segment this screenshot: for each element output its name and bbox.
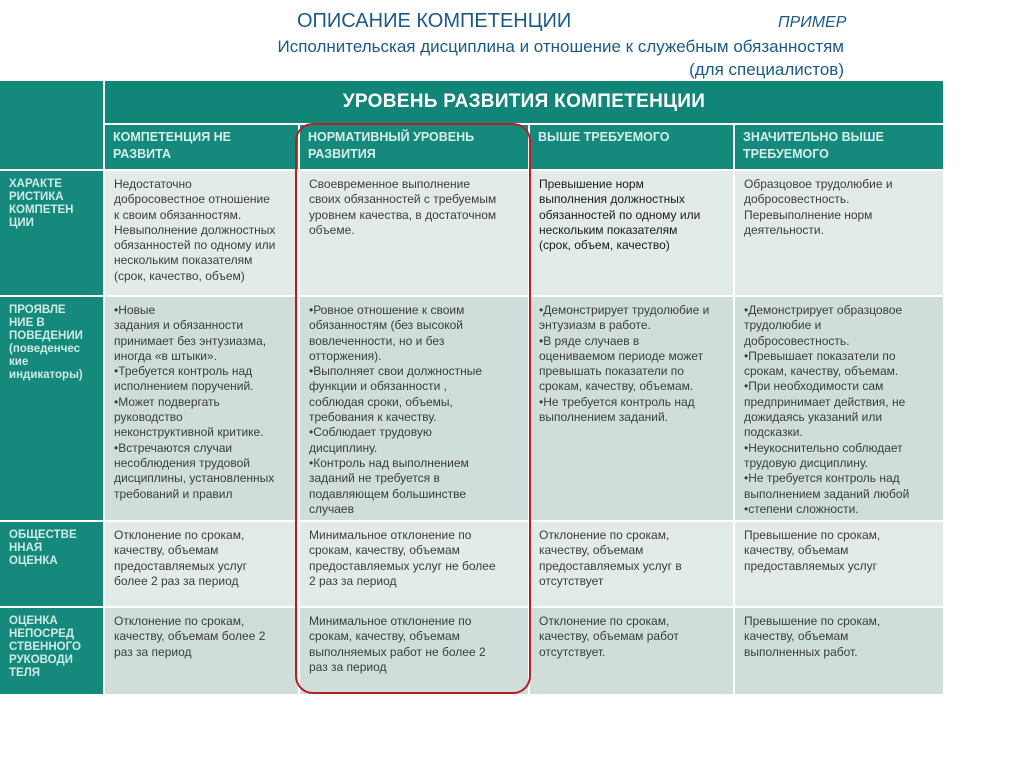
table-cell: Образцовое трудолюбие и добросовестность. Перевыполнение норм деятельности. — [735, 171, 943, 295]
row-header-manager-assessment: ОЦЕНКА НЕПОСРЕД СТВЕННОГО РУКОВОДИ ТЕЛЯ — [0, 608, 103, 694]
table-cell: Отклонение по срокам, качеству, объемам предоставляемых услуг в отсутствует — [530, 522, 733, 606]
table-cell: Отклонение по срокам, качеству, объемам более 2 раз за период — [105, 608, 298, 694]
table-cell: •Ровное отношение к своим обязанностям (без высокой вовлеченности, но и без отторжения). •Выполняет свои должностные функции и обязанности , соблюдая сроки, объемы, требования к качеству. •Соблюдает трудовую дисциплину. •Контроль над выполнением заданий не требуется в подавляющем большинстве случаев — [300, 297, 528, 520]
example-label: ПРИМЕР — [778, 14, 847, 31]
col-header-significantly-above: ЗНАЧИТЕЛЬНО ВЫШЕ ТРЕБУЕМОГО — [735, 125, 943, 169]
table-cell: Своевременное выполнение своих обязанностей с требуемым уровнем качества, в достаточном объеме. — [300, 171, 528, 295]
col-header-above-required: ВЫШЕ ТРЕБУЕМОГО — [530, 125, 733, 169]
row-header-public-assessment: ОБЩЕСТВЕ ННАЯ ОЦЕНКА — [0, 522, 103, 606]
subtitle-line-2: (для специалистов) — [689, 60, 844, 79]
table-cell: Недостаточно добросовестное отношение к своим обязанностям. Невыполнение должностных обязанностей по одному или нескольким показателям (срок, качество, объем) — [105, 171, 298, 295]
table-cell: Превышение норм выполнения должностных обязанностей по одному или нескольким показателям (срок, объем, качество) — [530, 171, 733, 295]
competence-level-band: УРОВЕНЬ РАЗВИТИЯ КОМПЕТЕНЦИИ — [105, 81, 943, 123]
subtitle-line-1: Исполнительская дисциплина и отношение к служебным обязанностям — [277, 37, 844, 56]
col-header-normative: НОРМАТИВНЫЙ УРОВЕНЬ РАЗВИТИЯ — [300, 125, 528, 169]
table-cell: Отклонение по срокам, качеству, объемам предоставляемых услуг более 2 раз за период — [105, 522, 298, 606]
table-cell: Минимальное отклонение по срокам, качеству, объемам выполняемых работ не более 2 раз за период — [300, 608, 528, 694]
table-cell: •Новые задания и обязанности принимает без энтузиазма, иногда «в штыки». •Требуется контроль над исполнением поручений. •Может подвергать руководство неконструктивной критике. •Встречаются случаи несоблюдения трудовой дисциплины, установленных требований и правил — [105, 297, 298, 520]
table-cell: Превышение по срокам, качеству, объемам выполненных работ. — [735, 608, 943, 694]
table-cell: •Демонстрирует трудолюбие и энтузиазм в работе. •В ряде случаев в оцениваемом периоде может превышать показатели по срокам, качеству, объемам. •Не требуется контроль над выполнением заданий. — [530, 297, 733, 520]
table-cell: Отклонение по срокам, качеству, объемам работ отсутствует. — [530, 608, 733, 694]
row-header-behavior: ПРОЯВЛЕ НИЕ В ПОВЕДЕНИИ (поведенчес кие индикаторы) — [0, 297, 103, 520]
table-corner — [0, 81, 103, 169]
row-header-characteristic: ХАРАКТЕ РИСТИКА КОМПЕТЕН ЦИИ — [0, 171, 103, 295]
table-cell: •Демонстрирует образцовое трудолюбие и добросовестность. •Превышает показатели по срокам, качеству, объемам. •При необходимости сам предпринимает действия, не дожидаясь указаний или подсказки. •Неукоснительно соблюдает трудовую дисциплину. •Не требуется контроль над выполнением заданий любой •степени сложности. — [735, 297, 943, 520]
table-cell: Минимальное отклонение по срокам, качеству, объемам предоставляемых услуг не более 2 раз за период — [300, 522, 528, 606]
col-header-not-developed: КОМПЕТЕНЦИЯ НЕ РАЗВИТА — [105, 125, 298, 169]
table-cell: Превышение по срокам, качеству, объемам предоставляемых услуг — [735, 522, 943, 606]
page-title: ОПИСАНИЕ КОМПЕТЕНЦИИ — [297, 10, 572, 32]
